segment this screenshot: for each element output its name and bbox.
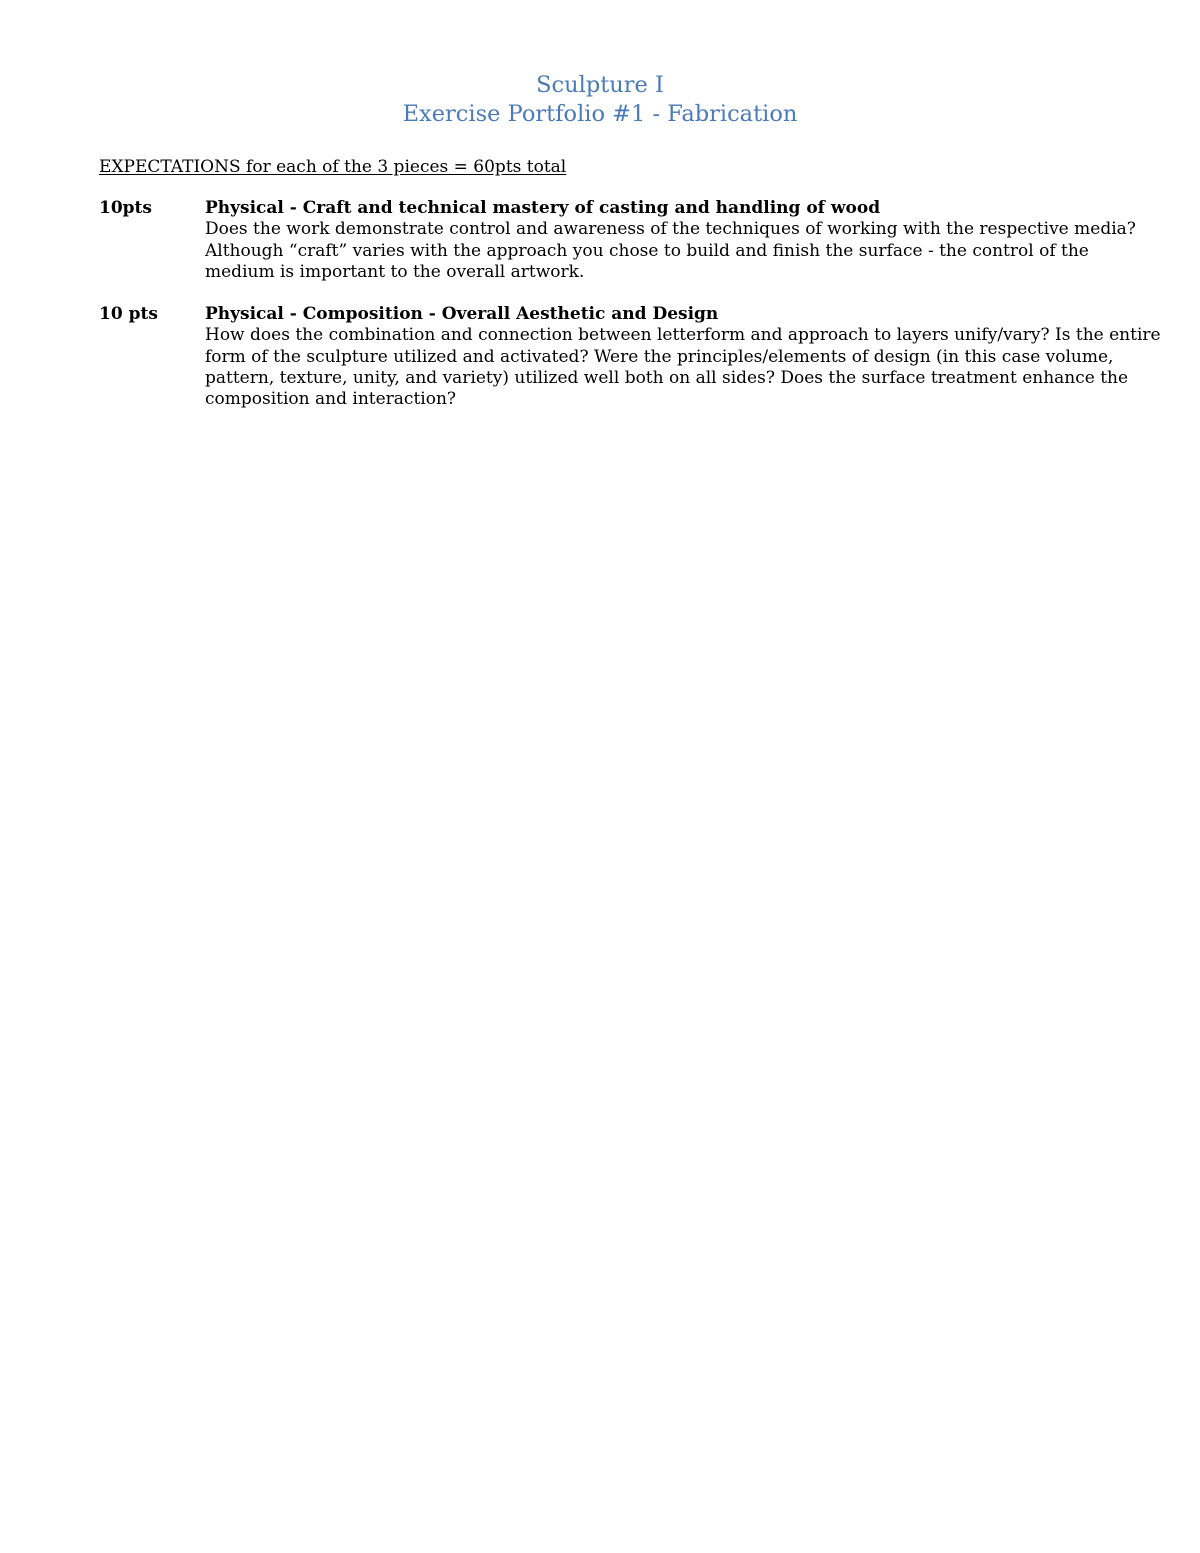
criterion-heading: Physical - Composition - Overall Aesthetic and Design xyxy=(205,304,719,324)
expectations-heading: EXPECTATIONS for each of the 3 pieces = 60pts total xyxy=(99,157,567,177)
criterion-text-line: Does the work demonstrate control and awareness of the techniques of working with the respective media? xyxy=(205,219,1136,240)
criterion-text-line: form of the sculpture utilized and activated? Were the principles/elements of design (in this case volume, xyxy=(205,346,1114,367)
criterion-text-line: How does the combination and connection between letterform and approach to layers unify/vary? Is the entire xyxy=(205,325,1161,346)
criterion-points: 10 pts xyxy=(99,304,158,324)
criterion-body xyxy=(205,304,1161,410)
criterion-text-line: composition and interaction? xyxy=(205,389,457,410)
criterion-text-line: Although “craft” varies with the approach you chose to build and finish the surface - the control of the xyxy=(205,240,1089,261)
document-title xyxy=(0,71,1200,128)
criterion-text-line: medium is important to the overall artwork. xyxy=(205,261,585,282)
criterion-body xyxy=(205,198,1136,283)
criterion-points: 10pts xyxy=(99,198,152,218)
course-title: Sculpture I xyxy=(536,72,664,98)
criterion-heading: Physical - Craft and technical mastery of casting and handling of wood xyxy=(205,198,881,218)
assignment-title: Exercise Portfolio #1 - Fabrication xyxy=(402,100,798,127)
criterion-text-line: pattern, texture, unity, and variety) utilized well both on all sides? Does the surface treatment enhance the xyxy=(205,367,1129,388)
